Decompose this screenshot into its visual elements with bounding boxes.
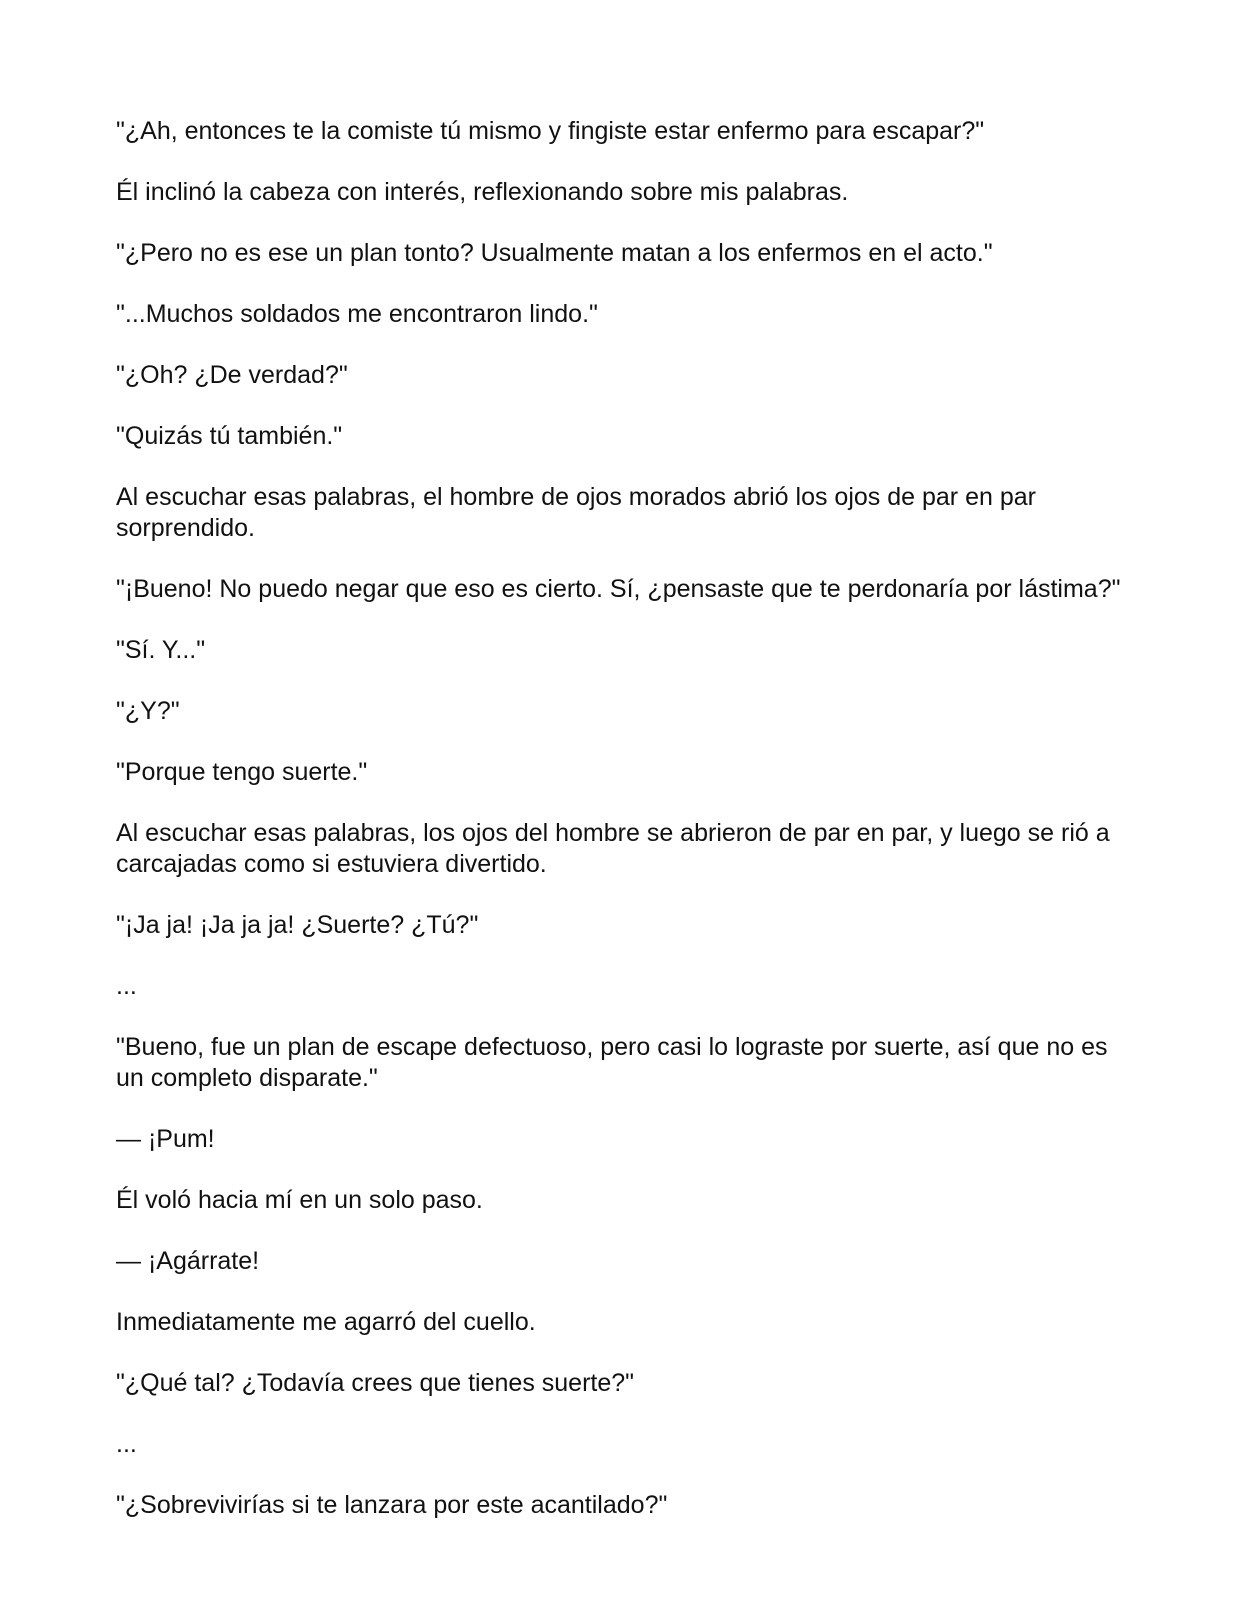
paragraph: "¡Bueno! No puedo negar que eso es cierto. Sí, ¿pensaste que te perdonaría por lástima?"	[116, 575, 1121, 603]
paragraph: "¿Y?"	[116, 697, 180, 725]
paragraph: Al escuchar esas palabras, los ojos del hombre se abrieron de par en par, y luego se rió a carcajadas como si estuviera divertido.	[116, 819, 1110, 878]
paragraph: Al escuchar esas palabras, el hombre de ojos morados abrió los ojos de par en par sorprendido.	[116, 483, 1036, 542]
paragraph: "Porque tengo suerte."	[116, 758, 368, 786]
paragraph: ...	[116, 1430, 137, 1458]
paragraph: "¿Oh? ¿De verdad?"	[116, 361, 348, 389]
paragraph: "¿Qué tal? ¿Todavía crees que tienes suerte?"	[116, 1369, 635, 1397]
paragraph: "¿Pero no es ese un plan tonto? Usualmente matan a los enfermos en el acto."	[116, 239, 993, 267]
paragraph: Él inclinó la cabeza con interés, reflexionando sobre mis palabras.	[116, 178, 849, 206]
paragraph: "Sí. Y..."	[116, 636, 206, 664]
paragraph: — ¡Pum!	[116, 1125, 215, 1153]
paragraph: "Quizás tú también."	[116, 422, 343, 450]
paragraph: "Bueno, fue un plan de escape defectuoso, pero casi lo lograste por suerte, así que no es un completo disparate."	[116, 1033, 1108, 1092]
paragraph: ...	[116, 972, 137, 1000]
paragraph: "¿Ah, entonces te la comiste tú mismo y fingiste estar enfermo para escapar?"	[116, 117, 985, 145]
paragraph: "...Muchos soldados me encontraron lindo."	[116, 300, 598, 328]
paragraph: "¡Ja ja! ¡Ja ja ja! ¿Suerte? ¿Tú?"	[116, 911, 479, 939]
paragraph: Él voló hacia mí en un solo paso.	[116, 1186, 483, 1214]
document-body	[116, 116, 1126, 1551]
paragraph: — ¡Agárrate!	[116, 1247, 260, 1275]
paragraph: Inmediatamente me agarró del cuello.	[116, 1308, 536, 1336]
paragraph: "¿Sobrevivirías si te lanzara por este acantilado?"	[116, 1491, 668, 1519]
